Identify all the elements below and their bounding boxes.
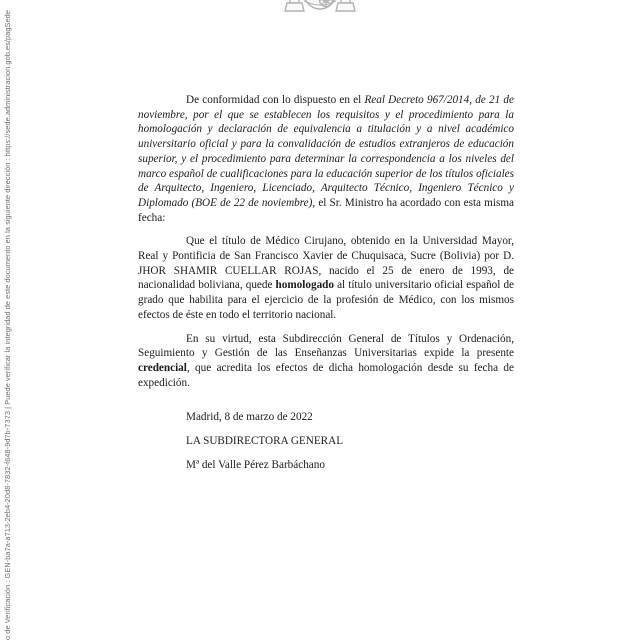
paragraph1-decree-italic: Real Decreto 967/2014, de 21 de noviembre, por el que se establecen los requisitos y el procedimiento para la homologación y declaración de equivalencia a titulación y a nivel académico universitario oficial y para la convalidación de estudios extranjeros de educación superior, y el procedimiento para determinar la correspondencia a los niveles del marco español de cualificaciones para la educación superior de los títulos oficiales de Arquitecto, Ingeniero, Licenciado, Arquitecto Técnico, Ingeniero Técnico y Diplomado (BOE de 22 de noviembre)	[138, 94, 514, 209]
paragraph-credential	[138, 332, 514, 391]
paragraph3-post: , que acredita los efectos de dicha homologación desde su fecha de expedición.	[138, 361, 514, 389]
signer-name: Mª del Valle Pérez Barbáchano	[186, 458, 325, 471]
paragraph2-post: al título universitario oficial español de grado que habilita para el ejercicio de la profesión de Médico, con los mismos efectos de éste en todo el territorio nacional.	[138, 279, 515, 321]
signer-title: LA SUBDIRECTORA GENERAL	[186, 435, 344, 448]
paragraph3-credencial-bold: credencial	[138, 361, 187, 374]
paragraph-homologation	[138, 234, 514, 322]
verification-code-sidebar: o de Verificación : GEN-ba7a-a713-2eb4-20d8-7832-f648-9d7b-7373 | Puede verificar la integridad de este documento en la siguiente dirección : https://sede.administracion.gob.es/pagSede	[3, 10, 12, 640]
dateline: Madrid, 8 de marzo de 2022	[186, 411, 313, 424]
paragraph1-post: , el Sr. Ministro ha acordado con esta misma fecha:	[138, 196, 514, 224]
paragraph3-pre: En su virtud, esta Subdirección General de Títulos y Ordenación, Seguimiento y Gestión de las Enseñanzas Universitarias expide la presente	[138, 332, 514, 360]
paragraph2-pre: Que el título de Médico Cirujano, obtenido en la Universidad Mayor, Real y Pontificia de San Francisco Xavier de Chuquisaca, Sucre (Bolivia) por D. JHOR SHAMIR CUELLAR ROJAS, nacido el 25 de enero de 1993, de nacionalidad boliviana, quede	[138, 235, 514, 292]
paragraph2-homologado-bold: homologado	[275, 279, 334, 292]
spain-coat-of-arms-icon	[282, 0, 358, 15]
document-body	[138, 93, 514, 481]
paragraph-legal-basis	[138, 93, 514, 225]
paragraph1-pre: De conformidad con lo dispuesto en el	[186, 94, 365, 106]
